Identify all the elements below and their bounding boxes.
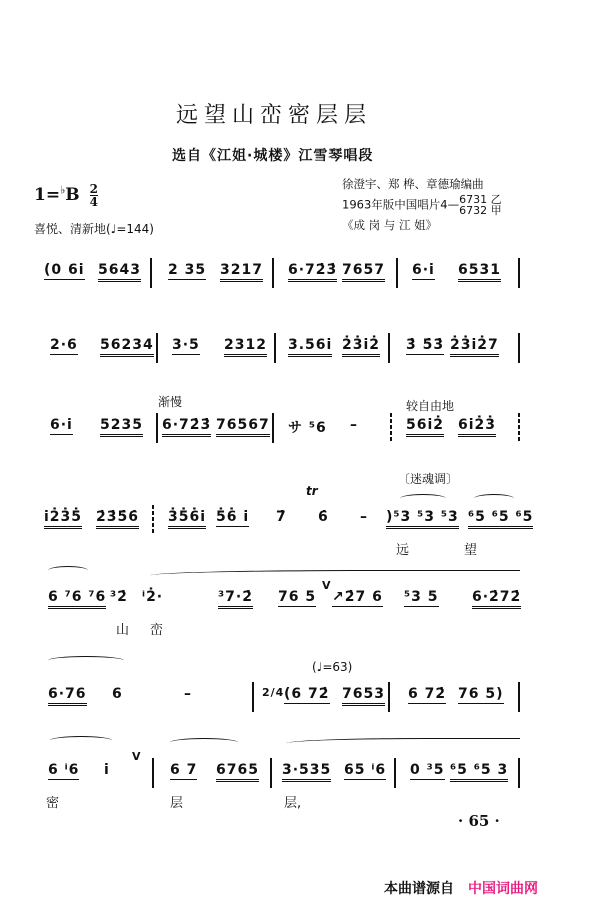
- source-attribution: [384, 878, 538, 898]
- song-title: 远望山峦密层层: [176, 103, 373, 128]
- time-bottom: 4: [89, 195, 98, 209]
- time-signature: [90, 183, 98, 208]
- key-signature: [34, 183, 98, 208]
- barline-dashed: [152, 505, 154, 535]
- barline: [272, 413, 274, 443]
- note-group: 3·5: [172, 337, 200, 353]
- note-group: 76 5): [458, 686, 504, 702]
- note-group: 5235: [100, 417, 143, 437]
- note-group: 3̇5̇6̇i: [168, 509, 206, 529]
- score-row-2: [44, 331, 520, 371]
- barline: [270, 758, 272, 788]
- note-group: ³7·2̇: [218, 589, 253, 609]
- note-group: 6·72̇3̇: [162, 417, 211, 437]
- song-subtitle: 选自《江姐·城楼》江雪琴唱段: [172, 148, 374, 164]
- dash: –: [350, 417, 358, 433]
- barline-dashed: [518, 413, 520, 443]
- note-group: 76567: [216, 417, 270, 437]
- barline: [394, 758, 396, 788]
- lyric: 望: [464, 543, 478, 558]
- barline-dashed: [390, 413, 392, 443]
- tune-name: 〔迷魂调〕: [398, 472, 459, 486]
- note-group: サ ⁵6: [288, 420, 327, 436]
- lyric: 层: [170, 796, 184, 811]
- slur: [48, 566, 88, 575]
- note-group: 6 ⁷6 ⁷6: [48, 589, 106, 609]
- slur: [48, 656, 124, 665]
- barline: [274, 333, 276, 363]
- note: ⁱ2̇·: [142, 589, 164, 605]
- barline: [518, 758, 520, 788]
- note-group: )⁵3 ⁵3 ⁵3: [386, 509, 459, 529]
- note-group: 2̇3̇5̇6̇: [96, 509, 139, 529]
- note-group: 5̇6̇ i: [216, 509, 250, 525]
- long-slur: [150, 570, 520, 579]
- score-row-1: [44, 256, 520, 296]
- trill-marking: tr: [306, 484, 318, 498]
- note-group: 6·2̇72̇: [472, 589, 521, 609]
- barline: [396, 258, 398, 288]
- note-group: i2̇3̇5̇: [44, 509, 82, 529]
- note-group: 6i2̇3̇: [458, 417, 496, 437]
- note-group: (6 72̇: [284, 686, 330, 702]
- composers: 徐澄宇、郑 桦、章德瑜编曲: [342, 177, 484, 191]
- barline: [272, 258, 274, 288]
- time-top: 2: [89, 182, 98, 196]
- note-group: 2 35: [168, 262, 207, 278]
- note-group: ↗2̇7 6: [332, 589, 383, 605]
- note-group: (0 6i: [44, 262, 85, 278]
- note-group: 76 5: [278, 589, 317, 605]
- barline: [388, 333, 390, 363]
- breath-mark: V: [132, 750, 142, 763]
- barline: [518, 682, 520, 712]
- tempo-change: (♩=63): [312, 660, 353, 674]
- note: 6: [112, 686, 123, 702]
- barline: [150, 258, 152, 288]
- long-slur: [286, 738, 520, 747]
- note-group: 3·535: [282, 762, 331, 782]
- note-group: 6·i: [50, 417, 73, 433]
- note-group: 3217: [220, 262, 263, 282]
- note-group: 2·6: [50, 337, 78, 353]
- record-numbers: [459, 194, 502, 216]
- barline: [252, 682, 254, 712]
- note-group: 5643: [98, 262, 141, 282]
- barline: [388, 682, 390, 712]
- lyric: 密: [46, 796, 60, 811]
- note-group: 56234: [100, 337, 154, 357]
- score-row-6: [44, 680, 520, 720]
- note-group: 6 ⁱ6: [48, 762, 80, 778]
- score-row-5: [44, 579, 522, 638]
- note: i: [104, 762, 110, 778]
- lyric: 层,: [284, 796, 302, 811]
- note: 6̇: [318, 509, 329, 525]
- note-group: 0 ³5: [410, 762, 445, 778]
- note-group: 2̇3̇i2̇: [342, 337, 380, 357]
- dash: –: [184, 686, 192, 702]
- note-group: 7653: [342, 686, 385, 706]
- barline: [156, 333, 158, 363]
- time-change: 2/4: [262, 686, 285, 699]
- tempo-annotation-free: 较自由地: [406, 399, 455, 413]
- slur: [50, 736, 112, 745]
- record-b: 6732 甲: [459, 204, 502, 217]
- tempo-marking: 喜悦、清新地(♩=144): [34, 222, 154, 236]
- note-group: 6765: [216, 762, 259, 782]
- note-group: 3.56i: [288, 337, 332, 357]
- lyric: 峦: [150, 623, 164, 638]
- note-group: ⁶5 ⁶5 ⁶5: [468, 509, 533, 529]
- lyric: 远: [396, 543, 410, 558]
- key-note: B: [65, 185, 80, 205]
- note-group: ⁶5 ⁶5 3: [450, 762, 508, 782]
- note-group: 6·72̇3̇: [288, 262, 337, 282]
- source-site-link[interactable]: 中国词曲网: [468, 881, 538, 897]
- barline: [518, 333, 520, 363]
- note: 7̇: [276, 509, 287, 525]
- page-number: · 65 ·: [458, 812, 500, 830]
- flat-icon: ♭: [60, 183, 66, 197]
- score-row-4: [44, 503, 534, 558]
- record-a: 6731 乙: [459, 193, 502, 206]
- note-group: 2312: [224, 337, 267, 357]
- note-group: 6 72̇: [408, 686, 447, 702]
- lyric: 山: [116, 623, 130, 638]
- slur: [474, 494, 514, 503]
- note-group: 2̇3̇i2̇7: [450, 337, 499, 357]
- source-label: 本曲谱源自: [384, 881, 454, 897]
- note-group: 6·i: [412, 262, 435, 278]
- note-group: 3̇ 5̇3̇: [406, 337, 445, 353]
- record-info: [342, 194, 502, 216]
- album-name: 《成 岗 与 江 姐》: [342, 218, 438, 232]
- breath-mark: V: [322, 579, 332, 592]
- dash: –: [360, 509, 368, 525]
- credits: [342, 175, 502, 235]
- record-prefix: 1963年版中国唱片4—: [342, 197, 460, 212]
- note-group: 6·76: [48, 686, 87, 706]
- barline: [156, 413, 158, 443]
- barline: [152, 758, 154, 788]
- tempo-annotation-slow: 渐慢: [158, 395, 183, 409]
- note-group: 7657: [342, 262, 385, 282]
- note-group: 56i2̇: [406, 417, 444, 437]
- barline: [518, 258, 520, 288]
- note-group: 6531: [458, 262, 501, 282]
- slur: [170, 738, 238, 747]
- slur: [400, 494, 446, 503]
- score-row-7: [44, 750, 520, 811]
- key-prefix: 1=: [34, 185, 61, 205]
- score-row-3: [44, 411, 520, 451]
- note-group: 65 ⁱ6: [344, 762, 387, 778]
- note: ³2̇: [110, 589, 128, 605]
- note-group: 6 7: [170, 762, 198, 778]
- note-group: ⁵3 5: [404, 589, 439, 605]
